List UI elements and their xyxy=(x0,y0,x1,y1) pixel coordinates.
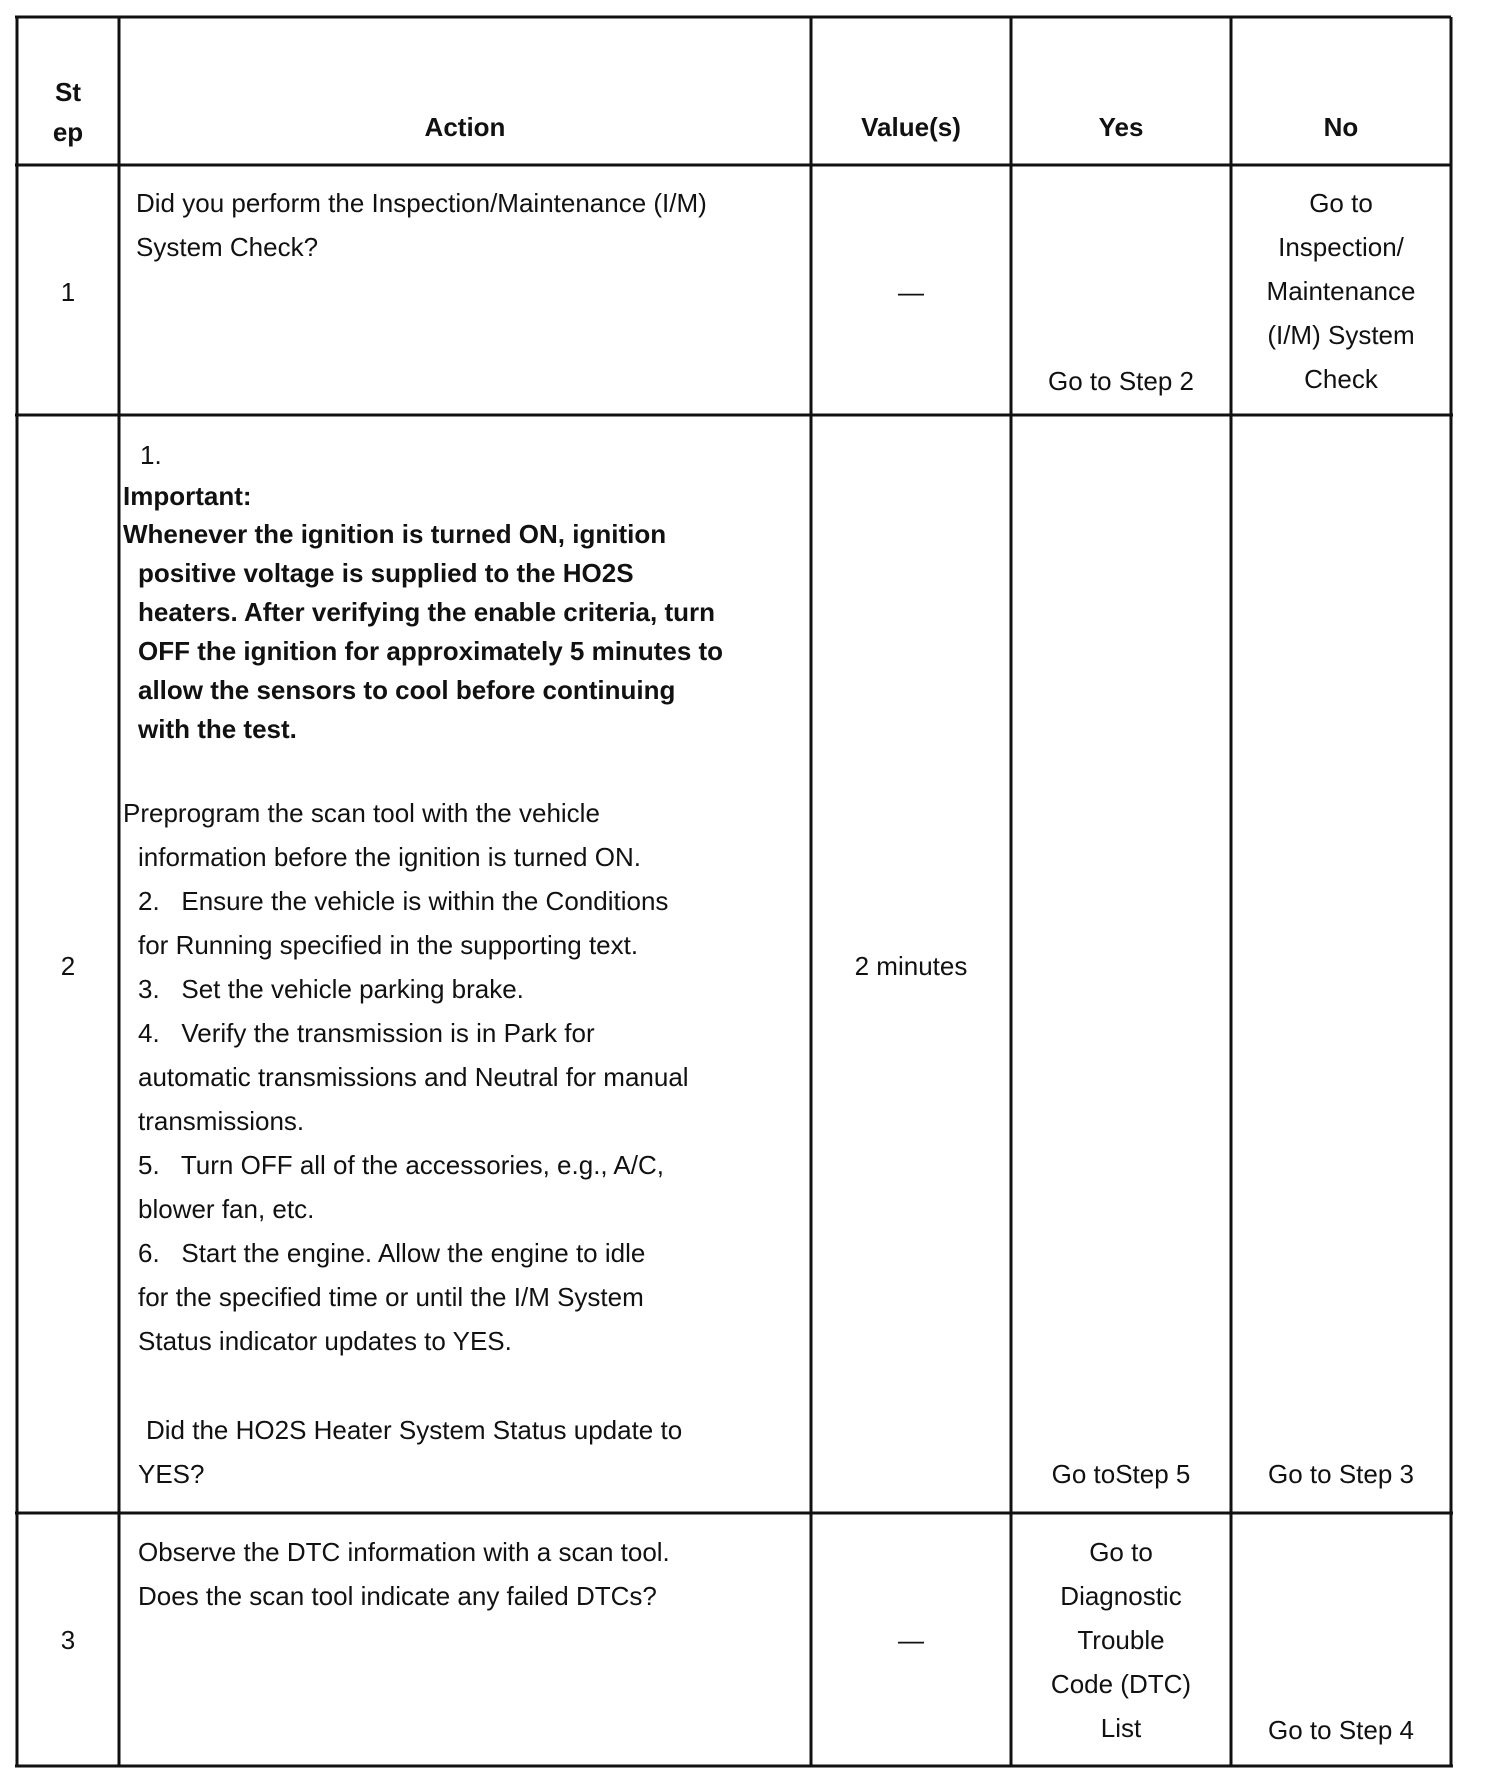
row3-value: — xyxy=(898,1625,924,1655)
row2-step: 2 xyxy=(60,951,76,981)
header-no: No xyxy=(1323,112,1359,142)
row2-value: 2 minutes xyxy=(854,951,968,981)
steps-line: 5. Turn OFF all of the accessories, e.g., A/C, xyxy=(138,1150,664,1180)
steps-line: Status indicator updates to YES. xyxy=(138,1326,512,1356)
row1-no-line: Inspection/ xyxy=(1278,232,1404,262)
preprogram-line: information before the ignition is turned ON. xyxy=(138,842,641,872)
row3-yes-line: Go to xyxy=(1089,1537,1153,1567)
row3-yes-line: Code (DTC) xyxy=(1050,1669,1192,1699)
row1-no-line: Maintenance xyxy=(1266,276,1416,306)
important-line: OFF the ignition for approximately 5 minutes to xyxy=(138,636,724,666)
header-values: Value(s) xyxy=(861,112,961,142)
header-step-line2: ep xyxy=(52,117,84,147)
row3-yes-line: List xyxy=(1100,1713,1142,1743)
row2-question xyxy=(138,1408,803,1496)
row1-no-line: Go to xyxy=(1309,188,1373,218)
row1-no-line: (I/M) System xyxy=(1267,320,1415,350)
row3-no: Go to Step 4 xyxy=(1268,1715,1414,1745)
row2-important-label: Important: xyxy=(123,481,252,511)
question-line: Did the HO2S Heater System Status update to xyxy=(146,1415,683,1445)
row1-action xyxy=(136,181,796,269)
row1-action-line: System Check? xyxy=(136,232,319,262)
row3-yes-line: Trouble xyxy=(1077,1625,1165,1655)
steps-line: 2. Ensure the vehicle is within the Conditions xyxy=(138,886,669,916)
steps-line: for Running specified in the supporting text. xyxy=(138,930,639,960)
steps-line: automatic transmissions and Neutral for manual xyxy=(138,1062,689,1092)
row2-no: Go to Step 3 xyxy=(1268,1459,1414,1489)
row3-yes xyxy=(1011,1530,1231,1750)
row3-step: 3 xyxy=(60,1625,76,1655)
row1-value: — xyxy=(898,277,924,307)
steps-line: 4. Verify the transmission is in Park for xyxy=(138,1018,595,1048)
row2-important-note xyxy=(123,515,803,749)
important-line: heaters. After verifying the enable criteria, turn xyxy=(138,597,715,627)
row3-action-line: Observe the DTC information with a scan tool. xyxy=(138,1537,670,1567)
header-yes: Yes xyxy=(1098,112,1144,142)
row1-no-line: Check xyxy=(1304,364,1378,394)
row1-yes: Go to Step 2 xyxy=(1048,366,1194,396)
header-step-line1: St xyxy=(55,77,81,107)
header-step xyxy=(17,72,119,152)
important-line: positive voltage is supplied to the HO2S xyxy=(138,558,634,588)
header-action: Action xyxy=(424,112,506,142)
steps-line: blower fan, etc. xyxy=(138,1194,315,1224)
row3-yes-line: Diagnostic xyxy=(1060,1581,1182,1611)
row1-step: 1 xyxy=(60,277,76,307)
important-line: allow the sensors to cool before continuing xyxy=(138,675,676,705)
row3-action xyxy=(138,1530,803,1618)
preprogram-line: Preprogram the scan tool with the vehicle xyxy=(123,798,600,828)
steps-line: 6. Start the engine. Allow the engine to idle xyxy=(138,1238,646,1268)
important-line: with the test. xyxy=(138,714,297,744)
row1-no xyxy=(1231,181,1451,401)
row2-preprogram xyxy=(123,791,803,879)
question-line: YES? xyxy=(138,1459,205,1489)
steps-line: transmissions. xyxy=(138,1106,305,1136)
steps-line: 3. Set the vehicle parking brake. xyxy=(138,974,524,1004)
steps-line: for the specified time or until the I/M System xyxy=(138,1282,644,1312)
important-line: Whenever the ignition is turned ON, ignition xyxy=(123,519,667,549)
row2-steps xyxy=(138,879,803,1363)
row1-action-line: Did you perform the Inspection/Maintenance (I/M) xyxy=(136,188,707,218)
row2-item1-number: 1. xyxy=(140,440,162,470)
row3-action-line: Does the scan tool indicate any failed DTCs? xyxy=(138,1581,657,1611)
row2-yes: Go toStep 5 xyxy=(1051,1459,1191,1489)
